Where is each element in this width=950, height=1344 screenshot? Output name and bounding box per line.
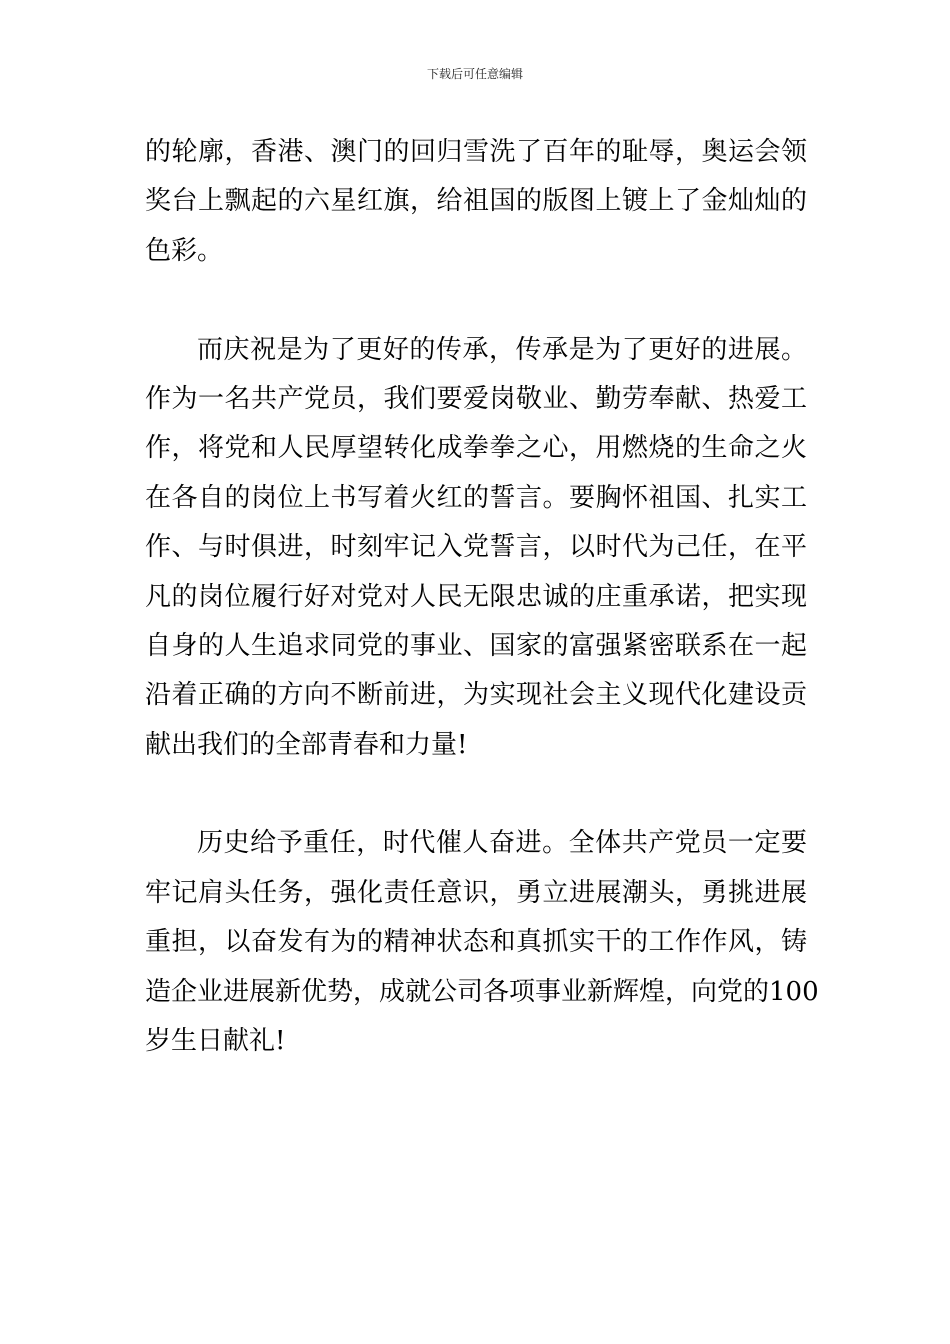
paragraph-spacer [145, 276, 807, 325]
text-line: 自身的人生追求同党的事业、国家的富强紧密联系在一起 [145, 630, 807, 661]
text-line: 色彩。 [145, 235, 224, 266]
body-text [145, 128, 819, 1066]
text-line: 作、与时俱进，时刻牢记入党誓言，以时代为己任，在平 [145, 532, 807, 563]
text-line: 在各自的岗位上书写着火红的誓言。要胸怀祖国、扎实工 [145, 482, 807, 513]
paragraph-spacer [145, 770, 807, 819]
text-line: 而庆祝是为了更好的传承，传承是为了更好的进展。 [197, 334, 807, 365]
text-line: 的轮廓，香港、澳门的回归雪洗了百年的耻辱，奥运会领 [145, 137, 807, 167]
text-line: 重担，以奋发有为的精神状态和真抓实干的工作作风，铸 [145, 927, 807, 958]
text-line: 历史给予重任，时代催人奋进。全体共产党员一定要 [197, 828, 807, 859]
text-line: 牢记肩头任务，强化责任意识，勇立进展潮头，勇挑进展 [145, 877, 807, 908]
text-line: 沿着正确的方向不断前进，为实现社会主义现代化建设贡 [145, 680, 807, 711]
text-line: 献出我们的全部青春和力量! [145, 729, 468, 760]
text-line: 岁生日献礼! [145, 1026, 286, 1057]
page-header: 下载后可任意编辑 [426, 67, 523, 81]
text-line: 凡的岗位履行好对党对人民无限忠诚的庄重承诺，把实现 [145, 581, 807, 612]
paragraph-3 [145, 819, 819, 1066]
text-line: 造企业进展新优势，成就公司各项事业新辉煌，向党的100 [145, 976, 819, 1007]
text-line: 奖台上飘起的六星红旗，给祖国的版图上镀上了金灿灿的 [145, 186, 807, 217]
paragraph-1 [145, 128, 807, 276]
text-line: 作为一名共产党员，我们要爱岗敬业、勤劳奉献、热爱工 [145, 383, 807, 414]
text-line: 作，将党和人民厚望转化成拳拳之心，用燃烧的生命之火 [145, 433, 807, 464]
paragraph-2 [145, 326, 807, 771]
